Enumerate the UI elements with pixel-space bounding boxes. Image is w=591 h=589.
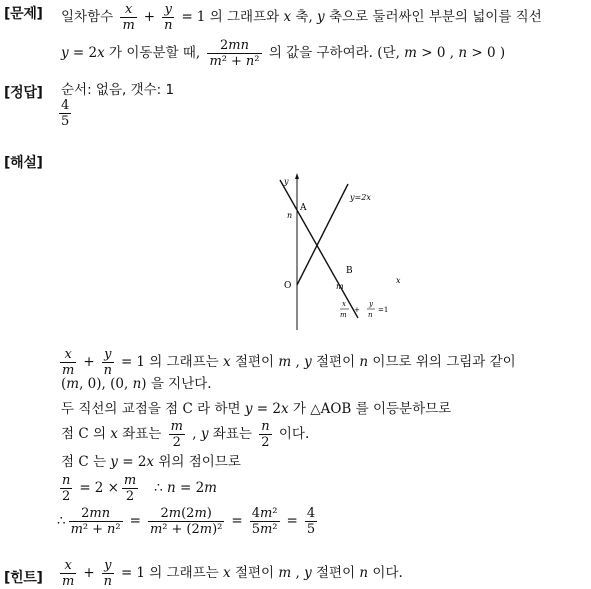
diagram-eq-n: n <box>368 311 373 319</box>
hint-heading: [힌트] <box>4 570 43 586</box>
diagram-m-label: m <box>336 282 344 291</box>
solution-heading: [해설] <box>4 155 43 171</box>
diagram-y-label: y <box>284 177 289 186</box>
fraction: $\frac{x}{m}$ <box>122 2 135 33</box>
solution-line-2: (m, 0), (0, n) 을 지난다. <box>61 376 212 392</box>
diagram-origin: O <box>284 281 292 291</box>
problem-heading: [문제] <box>4 6 43 22</box>
diagram-eq-m: m <box>340 311 347 319</box>
fraction: $\frac{y}{n}$ <box>164 2 173 33</box>
solution-line-3: 두 직선의 교점을 점 C 라 하면 y = 2x 가 △AOB 를 이등분하므로 <box>61 401 452 417</box>
answer-text: 순서: 없음, 갯수: 1 <box>61 82 175 98</box>
diagram-eq-x: x <box>342 300 346 308</box>
fraction: $\frac{2mn}{\text{m² + n²}}$ <box>209 38 260 69</box>
diagram-line-label: y=2x <box>350 193 371 202</box>
diagram-eq-y: y <box>369 300 373 308</box>
hint-line: $\frac{x}{m}$ + $\frac{y}{n}$ = 1 의 그래프는 x 절편이 m , y 절편이 n 이다. <box>62 558 403 589</box>
problem-line-2: y = 2x 가 이동분할 때, $\frac{2mn}{\text{m² + n²}}$ 의 값을 구하여라. (단, m > 0 , n > 0 ) <box>61 38 506 69</box>
diagram-x-label: x <box>396 276 401 285</box>
diagram-n-label: n <box>287 211 293 220</box>
solution-line-1: $\frac{x}{m}$ + $\frac{y}{n}$ = 1 의 그래프는 x 절편이 m , y 절편이 n 이므로 위의 그림과 같이 <box>62 347 516 378</box>
answer-heading: [정답] <box>4 85 43 101</box>
diagram-point-a: A <box>300 203 307 213</box>
solution-line-7: ∴ $\frac{2mn}{\text{m² + n²}}$ = $\frac{2m(2m)}{\text{m² + (2m)²}}$ = $\frac{\text{4m²}}{\text{5m²}}$ = $\frac{4}{5}$ <box>57 506 316 537</box>
diagram-point-b: B <box>346 266 353 276</box>
solution-diagram <box>270 170 415 335</box>
answer-value: $\frac{4}{5}$ <box>61 98 70 129</box>
diagram-eq-rhs: =1 <box>378 306 389 314</box>
problem-line-1: 일차함수 $\frac{x}{m}$ + $\frac{y}{n}$ = 1 의 그래프와 x 축, y 축으로 둘러싸인 부분의 넓이를 직선 <box>61 2 542 33</box>
solution-line-4: 점 C 의 x 좌표는 $\frac{m}{2}$ , y 좌표는 $\frac{n}{2}$ 이다. <box>61 419 310 450</box>
solution-line-5: 점 C 는 y = 2x 위의 점이므로 <box>61 454 241 470</box>
solution-line-6: $\frac{n}{2}$ = 2 × $\frac{m}{2}$ ∴ n = 2m <box>62 473 217 504</box>
diagram-eq-plus: + <box>354 306 360 314</box>
